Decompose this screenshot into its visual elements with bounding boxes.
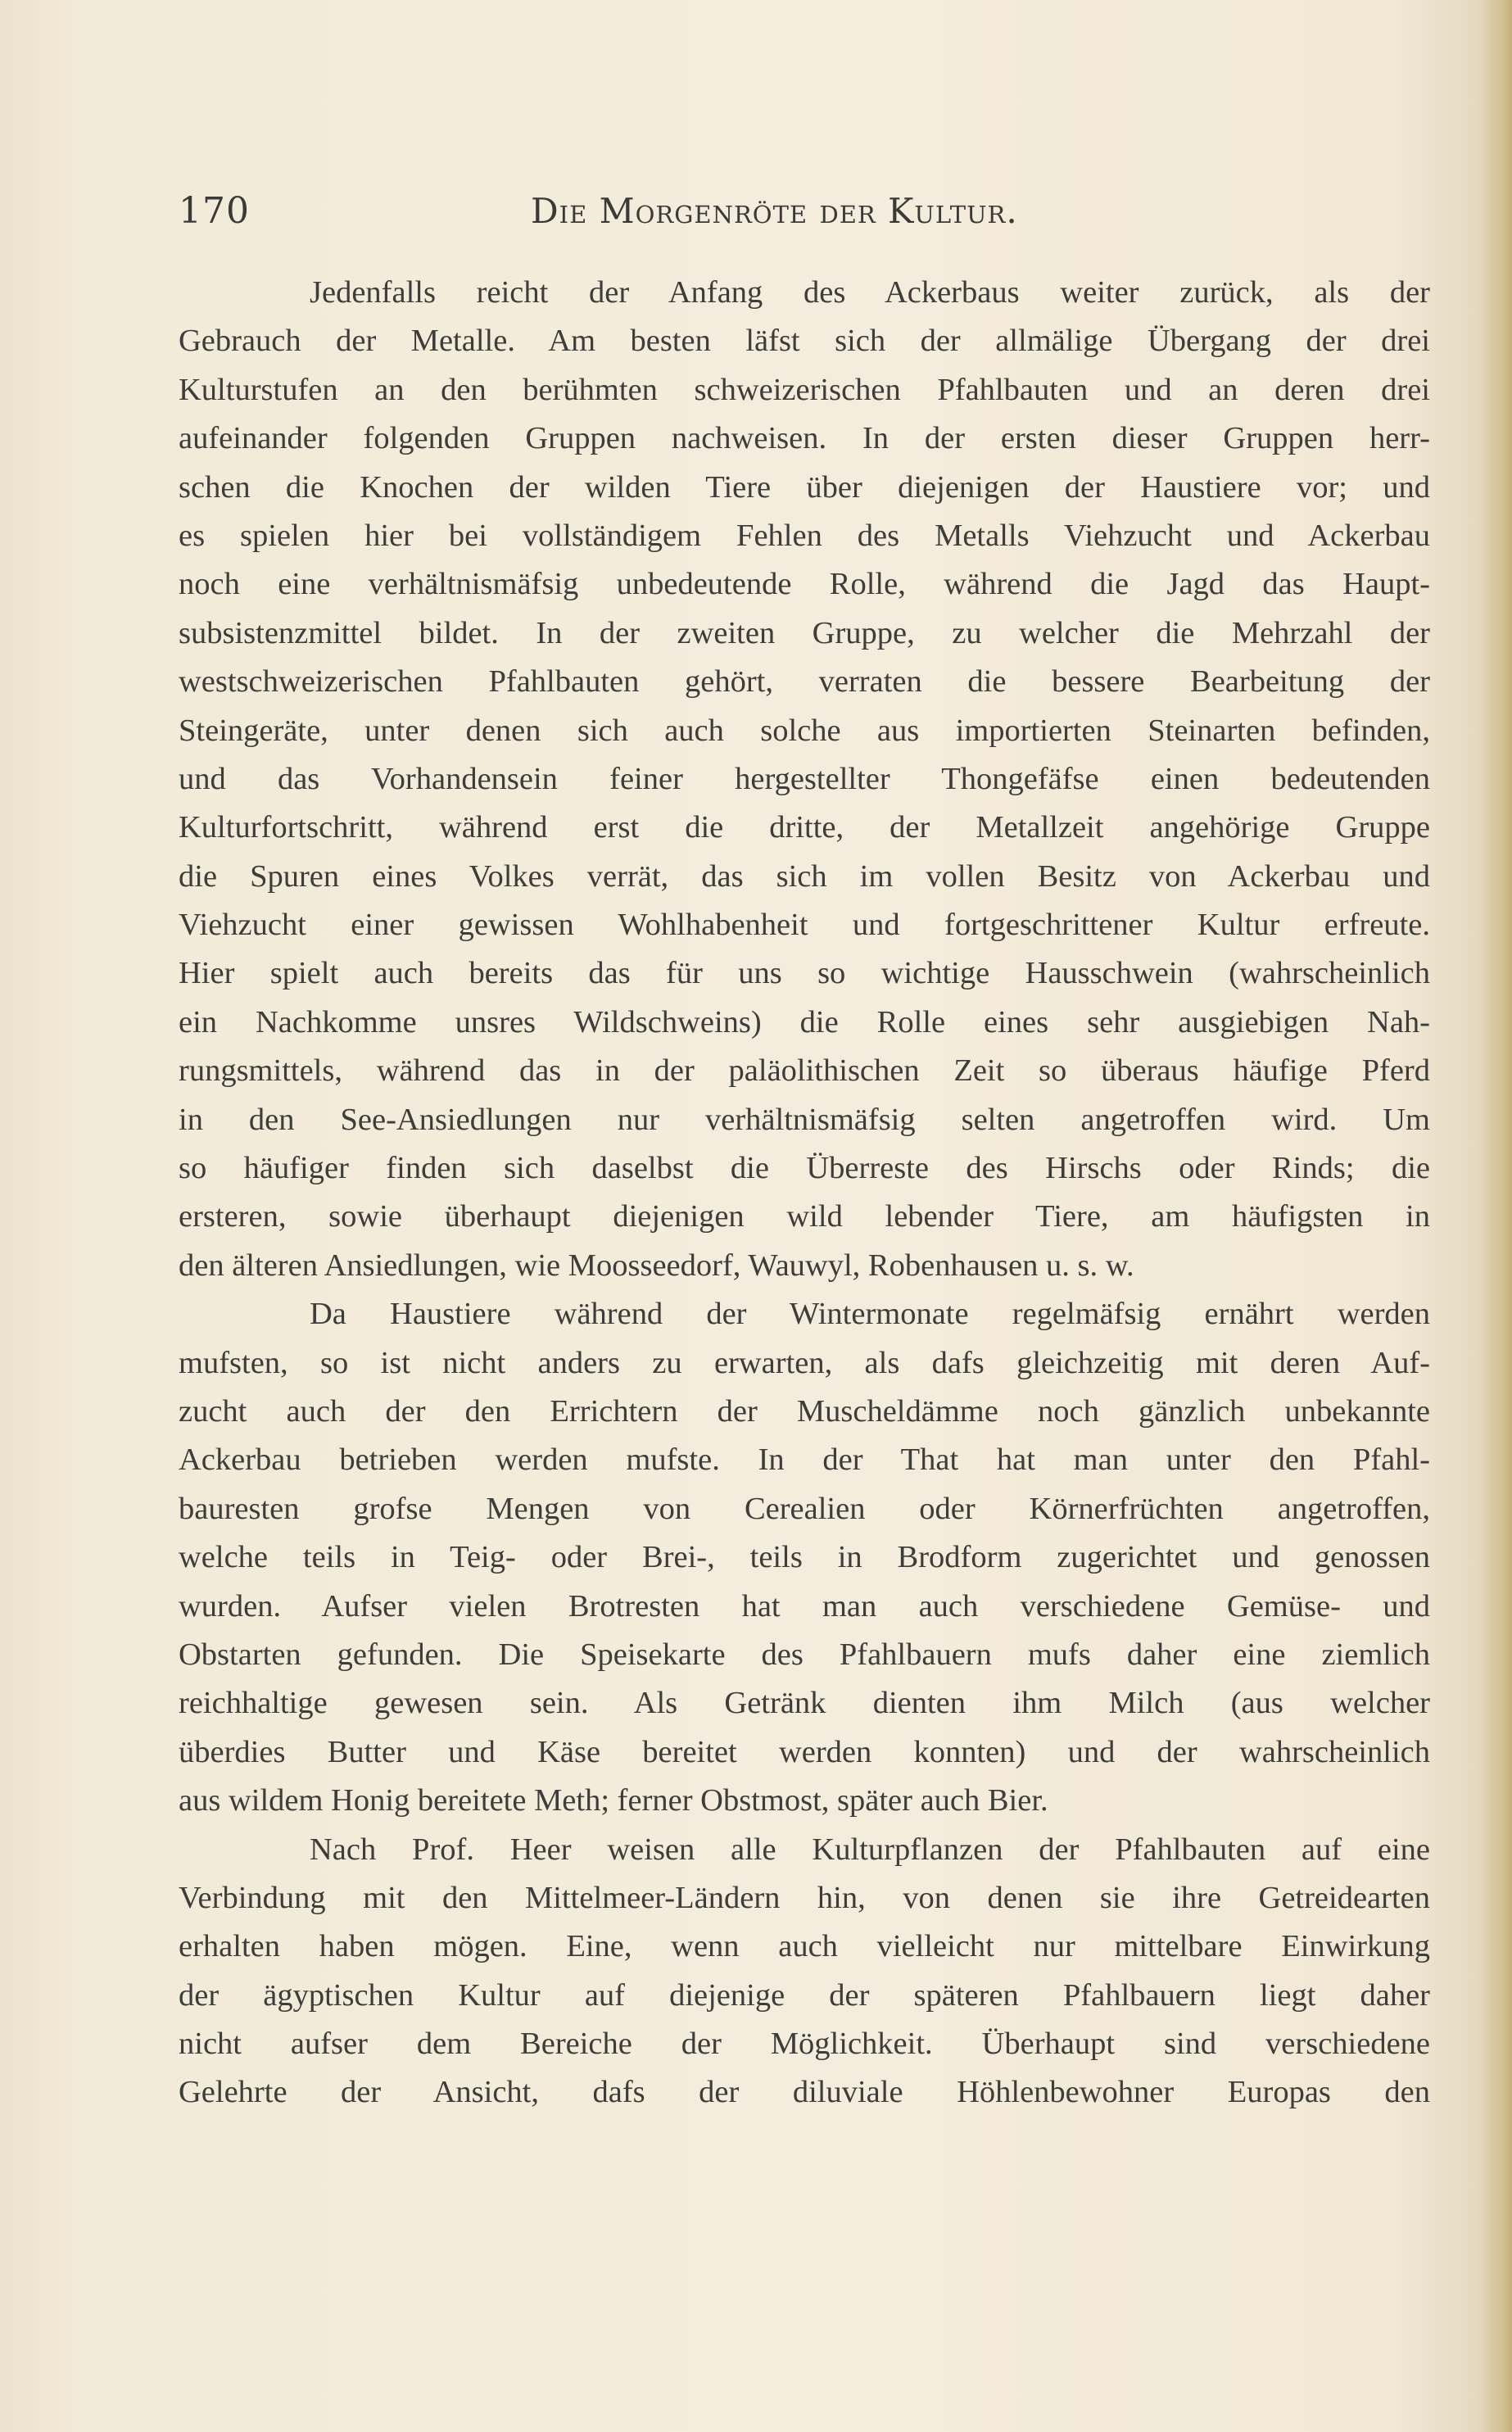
text-line: Kulturstufen an den berühmten schweizerischen Pfahlbauten und an deren drei bbox=[179, 372, 1430, 407]
text-line: und das Vorhandensein feiner hergestellter Thongefäfse einen bedeutenden bbox=[179, 761, 1430, 796]
text-line: Da Haustiere während der Wintermonate regelmäfsig ernährt werden bbox=[310, 1297, 1430, 1332]
text-line: die Spuren eines Volkes verrät, das sich im vollen Besitz von Ackerbau und bbox=[179, 858, 1430, 894]
running-title: Die Morgenröte der Kultur. bbox=[531, 191, 1018, 231]
text-line: Gebrauch der Metalle. Am besten läfst sich der allmälige Übergang der drei bbox=[179, 324, 1430, 359]
text-line: schen die Knochen der wilden Tiere über diejenigen der Haustiere vor; und bbox=[179, 469, 1430, 505]
page-number: 170 bbox=[179, 190, 250, 232]
text-line: in den See-Ansiedlungen nur verhältnismäfsig selten angetroffen wird. Um bbox=[179, 1102, 1430, 1137]
text-line: ein Nachkomme unsres Wildschweins) die Rolle eines sehr ausgiebigen Nah- bbox=[179, 1004, 1430, 1039]
page-header bbox=[179, 187, 1430, 236]
text-line: Verbindung mit den Mittelmeer-Ländern hin, von denen sie ihre Getreidearten bbox=[179, 1880, 1430, 1915]
text-line: welche teils in Teig- oder Brei-, teils in Brodform zugerichtet und genossen bbox=[179, 1540, 1430, 1575]
text-line: ersteren, sowie überhaupt diejenigen wild lebender Tiere, am häufigsten in bbox=[179, 1199, 1430, 1234]
text-line: reichhaltige gewesen sein. Als Getränk dienten ihm Milch (aus welcher bbox=[179, 1686, 1430, 1721]
text-line: Obstarten gefunden. Die Speisekarte des Pfahlbauern mufs daher eine ziemlich bbox=[179, 1637, 1430, 1672]
text-line: zucht auch der den Errichtern der Muscheldämme noch gänzlich unbekannte bbox=[179, 1393, 1430, 1429]
text-line: den älteren Ansiedlungen, wie Moosseedorf, Wauwyl, Robenhausen u. s. w. bbox=[179, 1248, 1134, 1283]
text-line: es spielen hier bei vollständigem Fehlen des Metalls Viehzucht und Ackerbau bbox=[179, 518, 1430, 553]
text-line: noch eine verhältnismäfsig unbedeutende Rolle, während die Jagd das Haupt- bbox=[179, 567, 1430, 602]
text-line: erhalten haben mögen. Eine, wenn auch vielleicht nur mittelbare Einwirkung bbox=[179, 1929, 1430, 1964]
text-line: Nach Prof. Heer weisen alle Kulturpflanzen der Pfahlbauten auf eine bbox=[310, 1832, 1430, 1867]
text-line: nicht aufser dem Bereiche der Möglichkeit. Überhaupt sind verschiedene bbox=[179, 2027, 1430, 2062]
body-text bbox=[179, 269, 1430, 2117]
text-line: überdies Butter und Käse bereitet werden konnten) und der wahrscheinlich bbox=[179, 1734, 1430, 1769]
text-line: Ackerbau betrieben werden mufste. In der That hat man unter den Pfahl- bbox=[179, 1442, 1430, 1478]
text-line: wurden. Aufser vielen Brotresten hat man auch verschiedene Gemüse- und bbox=[179, 1588, 1430, 1624]
text-line: rungsmittels, während das in der paläolithischen Zeit so überaus häufige Pferd bbox=[179, 1053, 1430, 1089]
text-line: der ägyptischen Kultur auf diejenige der späteren Pfahlbauern liegt daher bbox=[179, 1977, 1430, 2013]
text-line: mufsten, so ist nicht anders zu erwarten, als dafs gleichzeitig mit deren Auf- bbox=[179, 1345, 1430, 1380]
text-line: so häufiger finden sich daselbst die Überreste des Hirschs oder Rinds; die bbox=[179, 1151, 1430, 1186]
text-line: Gelehrte der Ansicht, dafs der diluviale Höhlenbewohner Europas den bbox=[179, 2075, 1430, 2110]
text-line: aus wildem Honig bereitete Meth; ferner Obstmost, später auch Bier. bbox=[179, 1783, 1048, 1818]
text-line: westschweizerischen Pfahlbauten gehört, verraten die bessere Bearbeitung der bbox=[179, 664, 1430, 700]
text-line: subsistenzmittel bildet. In der zweiten Gruppe, zu welcher die Mehrzahl der bbox=[179, 615, 1430, 650]
text-line: aufeinander folgenden Gruppen nachweisen. In der ersten dieser Gruppen herr- bbox=[179, 421, 1430, 456]
text-line: Steingeräte, unter denen sich auch solche aus importierten Steinarten befinden, bbox=[179, 713, 1430, 748]
text-line: Hier spielt auch bereits das für uns so wichtige Hausschwein (wahrscheinlich bbox=[179, 956, 1430, 991]
text-line: Jedenfalls reicht der Anfang des Ackerbaus weiter zurück, als der bbox=[310, 275, 1430, 310]
text-line: Viehzucht einer gewissen Wohlhabenheit und fortgeschrittener Kultur erfreute. bbox=[179, 908, 1430, 943]
text-line: Kulturfortschritt, während erst die dritte, der Metallzeit angehörige Gruppe bbox=[179, 810, 1430, 845]
page-edge-stain bbox=[1479, 0, 1512, 2432]
text-line: bauresten grofse Mengen von Cerealien oder Körnerfrüchten angetroffen, bbox=[179, 1491, 1430, 1526]
